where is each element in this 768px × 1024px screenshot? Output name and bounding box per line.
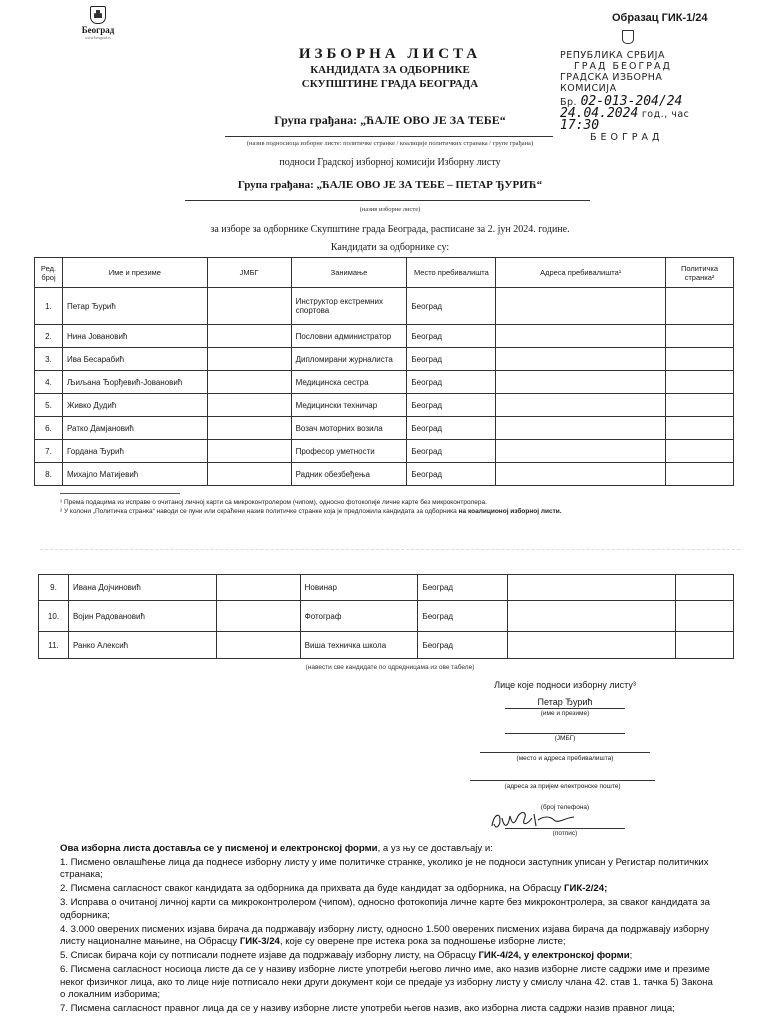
- cell-address: [508, 601, 676, 632]
- attachments-lead: [60, 843, 715, 855]
- cell-place: Београд: [407, 325, 496, 348]
- list-item-bold: ГИК-2/24;: [564, 883, 608, 895]
- stamp-time-label: год., час: [641, 109, 690, 120]
- cell-no: 1.: [35, 288, 63, 325]
- footnote-1: ¹ Према подацима из исправе о очитаној личној карти са микроконтролером (чипом), односно фотокопије личне карте без микроконтролера.: [60, 499, 487, 506]
- list-item-text: 2. Писмена сагласност сваког кандидата за одборника да прихвата да буде кандидат за одборника, на Обрасцу: [60, 883, 565, 895]
- cell-name: Ива Бесарабић: [62, 348, 207, 371]
- submitter-signature-label: (потпис): [552, 830, 578, 837]
- cell-party: [676, 632, 734, 659]
- election-text: за изборе за одборнике Скупштине града Београда, расписане за 2. јун 2024. године.: [210, 224, 570, 235]
- submitter-heading: Лице које подноси изборну листу³: [494, 680, 636, 690]
- cell-name: Ивана Дојчиновић: [68, 575, 216, 601]
- signature-line: [480, 752, 650, 753]
- col-header-name: Име и презиме: [62, 258, 207, 288]
- table-row: [35, 371, 734, 394]
- cell-occupation: Инструктор екстремних спортова: [291, 288, 407, 325]
- col-header-no: Ред. број: [35, 258, 63, 288]
- cell-address: [496, 371, 666, 394]
- logo-word: Београд: [81, 25, 115, 35]
- cell-address: [508, 632, 676, 659]
- attachments-lead-rest: , а уз њу се достављају и:: [377, 843, 493, 854]
- list-item: [60, 924, 715, 949]
- list-item-bold: ГИК-4/24, у електронској форми: [478, 950, 630, 962]
- cell-no: 6.: [35, 417, 63, 440]
- list-item-text: 5. Списак бирача који су потписали поднете изјаве да подржавају изборну листу, на Обрасцу: [60, 950, 479, 962]
- cell-no: 8.: [35, 463, 63, 486]
- cell-no: 11.: [39, 632, 69, 659]
- cell-place: Београд: [407, 440, 496, 463]
- cell-jmbg: [207, 463, 291, 486]
- cell-name: Ратко Дамјановић: [62, 417, 207, 440]
- cell-occupation: Професор уметности: [291, 440, 407, 463]
- footnote-2: [60, 508, 720, 515]
- submitter-note: (назив подносиоца изборне листе: политичке странке / коалиције политичких странака / групе грађана): [246, 140, 534, 147]
- cell-address: [508, 575, 676, 601]
- cell-occupation: Фотограф: [300, 601, 418, 632]
- stamp-date: 24.04.2024: [560, 106, 639, 121]
- cell-name: Гордана Ђурић: [62, 440, 207, 463]
- footnote-2-text: ² У колони „Политичка странка“ наводи се пуни или скраћени назив политичке странке која је предложила кандидата за одборника: [60, 508, 459, 515]
- cell-name: Нина Јовановић: [62, 325, 207, 348]
- stamp-time: 17:30: [560, 118, 600, 133]
- table-row: [39, 575, 734, 601]
- cell-jmbg: [207, 348, 291, 371]
- submitter-group: Група грађана: „ЋАЛЕ ОВО ЈЕ ЗА ТЕБЕ“: [274, 113, 506, 127]
- cell-place: Београд: [407, 371, 496, 394]
- cell-place: Београд: [418, 601, 508, 632]
- candidates-table-continued: [38, 574, 734, 659]
- cell-occupation: Виша техничка школа: [300, 632, 418, 659]
- cell-jmbg: [216, 632, 300, 659]
- list-name: Група грађана: „ЋАЛЕ ОВО ЈЕ ЗА ТЕБЕ – ПЕТАР ЂУРИЋ“: [237, 179, 543, 191]
- form-code: Образац ГИК-1/24: [612, 12, 708, 24]
- submitter-name: Петар Ђурић: [537, 697, 593, 707]
- cell-party: [666, 348, 734, 371]
- cell-no: 7.: [35, 440, 63, 463]
- col-header-occupation: Занимање: [291, 258, 407, 288]
- stamp-line-1: РЕПУБЛИКА СРБИЈА: [560, 50, 665, 61]
- cell-name: Живко Дудић: [62, 394, 207, 417]
- submits-text: подноси Градској изборној комисији Изборну листу: [279, 157, 501, 168]
- cell-party: [676, 601, 734, 632]
- cell-party: [676, 575, 734, 601]
- cell-jmbg: [207, 440, 291, 463]
- submitter-phone-label: (број телефона): [540, 804, 590, 811]
- cell-party: [666, 463, 734, 486]
- stamp-line-3: ГРАДСКА ИЗБОРНА КОМИСИЈА: [560, 72, 663, 94]
- table-row: [35, 440, 734, 463]
- list-item: 3. Исправа о очитаној личној карти са микроконтролером (чипом), односно фотокопија личне карте без микроконтролера, за сваког кандидата за одборника;: [60, 897, 710, 921]
- list-item: 7. Писмена сагласност правног лица да се у називу изборне листе употреби његов назив, ако изборна листа садржи назив правног лица;: [60, 1003, 675, 1015]
- cell-no: 3.: [35, 348, 63, 371]
- list-item-after: ;: [629, 950, 633, 962]
- cell-party: [666, 288, 734, 325]
- candidates-heading: Кандидати за одборнике су:: [330, 242, 450, 253]
- table-note: (навести све кандидате по одредницама из ове табеле): [305, 664, 475, 671]
- table-row: [35, 325, 734, 348]
- cell-place: Београд: [407, 417, 496, 440]
- page-break: [40, 549, 740, 550]
- attachments-list: [60, 843, 715, 1017]
- cell-address: [496, 325, 666, 348]
- cell-name: Михајло Матијевић: [62, 463, 207, 486]
- cell-address: [496, 463, 666, 486]
- signature-line: [505, 828, 625, 829]
- stamp-crest-icon: [622, 30, 634, 44]
- cell-name: Ранко Алексић: [68, 632, 216, 659]
- footnote-2-bold: на коалиционој изборној листи.: [458, 508, 562, 515]
- cell-address: [496, 417, 666, 440]
- cell-jmbg: [207, 371, 291, 394]
- attachments-lead-bold: Ова изборна листа доставља се у писменој и електронској форми: [60, 843, 378, 854]
- stamp-line-2: ГРАД БЕОГРАД: [574, 61, 672, 72]
- doc-subtitle-2: СКУПШТИНЕ ГРАДА БЕОГРАДА: [301, 78, 479, 90]
- divider: [185, 200, 590, 201]
- cell-name: Петар Ђурић: [62, 288, 207, 325]
- col-header-party: Политичка странка²: [666, 258, 734, 288]
- cell-no: 5.: [35, 394, 63, 417]
- table-row: [39, 601, 734, 632]
- candidates-table: [34, 257, 734, 486]
- footnote-divider: [60, 493, 180, 494]
- cell-place: Београд: [407, 394, 496, 417]
- stamp-city: БЕОГРАД: [590, 132, 664, 143]
- cell-place: Београд: [407, 348, 496, 371]
- cell-no: 4.: [35, 371, 63, 394]
- cell-jmbg: [216, 575, 300, 601]
- list-item: 1. Писмено овлашћење лица да поднесе изборну листу у име политичке странке, уколико је не подноси заступник уписан у Регистар политичких странака;: [60, 857, 709, 881]
- list-item: [60, 883, 715, 895]
- cell-address: [496, 288, 666, 325]
- cell-party: [666, 417, 734, 440]
- cell-occupation: Медицинска сестра: [291, 371, 407, 394]
- city-logo: [80, 6, 116, 40]
- cell-jmbg: [207, 325, 291, 348]
- cell-no: 9.: [39, 575, 69, 601]
- submitter-name-label: (име и презиме): [540, 710, 590, 717]
- logo-sub: www.beograd.rs: [84, 35, 112, 40]
- submitter-address-label: (место и адреса пребивалишта): [516, 755, 614, 762]
- cell-address: [496, 440, 666, 463]
- signature-line: [505, 733, 625, 734]
- cell-name: Љиљана Ђорђевић-Јовановић: [62, 371, 207, 394]
- list-item-text: 4. 3.000 оверених писмених изјава бирача да подржавају изборну листу, односно 1.500 оверених писмених изјава бирача да подржавају изборну листу националне мањине, на Обрасцу: [60, 923, 710, 948]
- cell-place: Београд: [418, 575, 508, 601]
- cell-occupation: Возач моторних возила: [291, 417, 407, 440]
- list-item-bold: ГИК-3/24: [239, 936, 280, 948]
- col-header-address: Адреса пребивалишта¹: [496, 258, 666, 288]
- cell-occupation: Дипломирани журналиста: [291, 348, 407, 371]
- signature-line: [505, 708, 625, 709]
- cell-jmbg: [207, 288, 291, 325]
- submitter-jmbg-label: (ЈМБГ): [554, 735, 576, 742]
- col-header-jmbg: ЈМБГ: [207, 258, 291, 288]
- cell-jmbg: [207, 417, 291, 440]
- cell-occupation: Новинар: [300, 575, 418, 601]
- cell-place: Београд: [407, 463, 496, 486]
- doc-subtitle-1: КАНДИДАТА ЗА ОДБОРНИКЕ: [310, 64, 470, 76]
- stamp-number: 02-013-204/24: [580, 94, 683, 109]
- cell-address: [496, 348, 666, 371]
- cell-address: [496, 394, 666, 417]
- cell-party: [666, 394, 734, 417]
- table-row: [35, 348, 734, 371]
- cell-occupation: Пословни администратор: [291, 325, 407, 348]
- cell-place: Београд: [407, 288, 496, 325]
- table-row: [35, 463, 734, 486]
- cell-party: [666, 440, 734, 463]
- submitter-email-label: (адреса за пријем електронске поште): [504, 783, 621, 790]
- stamp-number-label: Бр.: [560, 97, 578, 108]
- signature-line: [470, 780, 655, 781]
- cell-jmbg: [216, 601, 300, 632]
- col-header-place: Место пребивалишта: [407, 258, 496, 288]
- cell-name: Војин Радовановић: [68, 601, 216, 632]
- cell-party: [666, 325, 734, 348]
- cell-no: 10.: [39, 601, 69, 632]
- list-item: 6. Писмена сагласност носиоца листе да се у називу изборне листе употреби његово лично име, ако назив изборне листе садржи име и презиме неког физичког лица, ако то лице није потписало неки други документ који се предаје уз изборну листу у смислу члана 42. став 1. тачка 5) Закона о локалним изборима;: [60, 964, 713, 1001]
- stamp-date-row: [560, 108, 710, 132]
- doc-title: ИЗБОРНА ЛИСТА: [298, 46, 482, 62]
- cell-occupation: Медицински техничар: [291, 394, 407, 417]
- list-name-note: (назив изборне листе): [359, 206, 421, 213]
- list-item: [60, 950, 715, 962]
- receipt-stamp: [560, 50, 710, 143]
- cell-occupation: Радник обезбеђења: [291, 463, 407, 486]
- table-row: [35, 417, 734, 440]
- cell-party: [666, 371, 734, 394]
- cell-jmbg: [207, 394, 291, 417]
- table-row: [35, 288, 734, 325]
- table-row: [35, 394, 734, 417]
- cell-no: 2.: [35, 325, 63, 348]
- coat-of-arms-icon: [90, 6, 106, 24]
- divider: [225, 136, 553, 137]
- cell-place: Београд: [418, 632, 508, 659]
- list-item-after: , које су оверене пре истека рока за подношење изборне листе;: [279, 936, 566, 948]
- table-row: [39, 632, 734, 659]
- table-header-row: [35, 258, 734, 288]
